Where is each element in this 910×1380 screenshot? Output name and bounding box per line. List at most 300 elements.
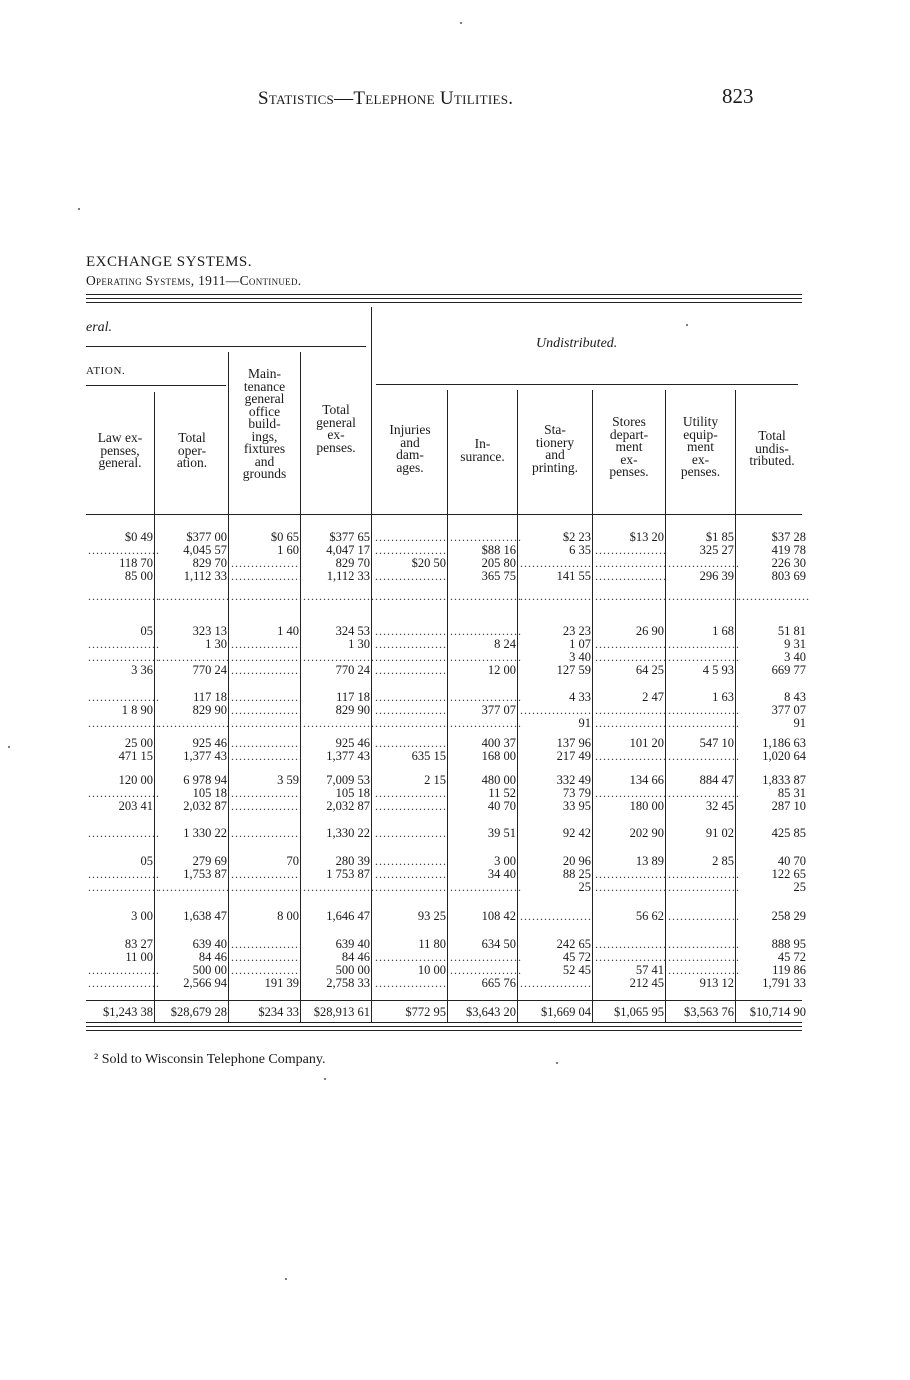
leader-dots: .................. <box>88 786 160 800</box>
leader-dots: .................. <box>303 650 375 664</box>
leader-dots: .................. <box>668 703 740 717</box>
table-cell-total_gen: 2,758 33 <box>326 976 370 990</box>
totals-top-rule <box>86 1000 802 1001</box>
leader-dots: .................. <box>303 880 375 894</box>
leader-dots: .................. <box>88 716 160 730</box>
table-cell-insurance: 108 42 <box>481 909 516 923</box>
table-cell-stationery: 137 96 <box>556 736 591 750</box>
table-cell-stationery: 92 42 <box>562 826 591 840</box>
leader-dots: .................. <box>375 637 447 651</box>
table-cell-total_undist: 226 30 <box>771 556 806 570</box>
leader-dots: .................. <box>595 880 667 894</box>
leader-dots: .................. <box>595 703 667 717</box>
table-cell-law: 05 <box>140 624 153 638</box>
table-cell-total_undist: 85 31 <box>777 786 806 800</box>
group-label-undistributed: Undistributed. <box>536 336 618 351</box>
sub-group-label: ATION. <box>86 365 126 377</box>
leader-dots: .................. <box>231 637 303 651</box>
col-header-injuries: Injuries and dam- ages. <box>389 422 431 475</box>
table-cell-total_undist: 419 78 <box>771 543 806 557</box>
bottom-rule-2 <box>86 1026 802 1027</box>
table-cell-law: 25 00 <box>124 736 153 750</box>
table-cell-stores: 13 89 <box>635 854 664 868</box>
table-cell-total_undist: 1,020 64 <box>762 749 806 763</box>
leader-dots: .................. <box>88 867 160 881</box>
table-cell-stores: 202 90 <box>629 826 664 840</box>
table-cell-law: 83 27 <box>124 937 153 951</box>
leader-dots: .................. <box>668 937 740 951</box>
table-cell-utility: 2 85 <box>712 854 734 868</box>
leader-dots: .................. <box>668 786 740 800</box>
leader-dots: .................. <box>450 530 522 544</box>
table-cell-total_gen: 1,377 43 <box>326 749 370 763</box>
col-header-utility: Utility equip- ment ex- penses. <box>680 414 721 479</box>
table-cell-insurance: 11 52 <box>488 786 516 800</box>
leader-dots: .................. <box>231 799 303 813</box>
table-cell-total_op: 84 46 <box>198 950 227 964</box>
table-cell-total_op: 770 24 <box>192 663 227 677</box>
table-cell-stationery: 20 96 <box>562 854 591 868</box>
group-label-left: eral. <box>86 320 113 335</box>
table-cell-total_op: 4,045 57 <box>183 543 227 557</box>
leader-dots: .................. <box>88 637 160 651</box>
leader-dots: .................. <box>668 950 740 964</box>
col-header-law-expenses: Law ex- penses, general. <box>97 430 143 470</box>
col-divider <box>592 390 593 1022</box>
leader-dots: .................. <box>595 569 667 583</box>
table-cell-injuries: 93 25 <box>417 909 446 923</box>
table-cell-stationery: 73 79 <box>562 786 591 800</box>
leader-dots: .................. <box>231 569 303 583</box>
table-cell-total_op: 639 40 <box>192 937 227 951</box>
table-cell-maint: $0 65 <box>270 530 299 544</box>
table-cell-stores: 101 20 <box>629 736 664 750</box>
table-cell-total_undist: 258 29 <box>771 909 806 923</box>
section-subtitle: Operating Systems, 1911—Continued. <box>86 273 302 288</box>
table-cell-law: $0 49 <box>124 530 153 544</box>
leader-dots: .................. <box>375 624 447 638</box>
leader-dots: .................. <box>668 867 740 881</box>
leader-dots: .................. <box>520 556 592 570</box>
leader-dots: .................. <box>231 749 303 763</box>
leader-dots: .................. <box>88 589 160 603</box>
table-cell-total_undist: 1,791 33 <box>762 976 806 990</box>
page-speck <box>78 208 80 210</box>
table-cell-utility: 32 45 <box>705 799 734 813</box>
leader-dots: .................. <box>231 556 303 570</box>
table-cell-stationery: 217 49 <box>556 749 591 763</box>
table-cell-total_gen: 829 90 <box>335 703 370 717</box>
table-cell-total_op: 2,032 87 <box>183 799 227 813</box>
leader-dots: .................. <box>375 663 447 677</box>
table-cell-total_op: 500 00 <box>192 963 227 977</box>
leader-dots: .................. <box>375 736 447 750</box>
table-cell-injuries: 635 15 <box>411 749 446 763</box>
table-cell-total_gen: 829 70 <box>335 556 370 570</box>
table-cell-total_op: 6 978 94 <box>183 773 227 787</box>
leader-dots: .................. <box>450 716 522 730</box>
table-cell-stationery: 91 <box>578 716 591 730</box>
leader-dots: .................. <box>158 650 230 664</box>
total-cell-injuries: $772 95 <box>405 1005 446 1019</box>
leader-dots: .................. <box>668 749 740 763</box>
table-cell-total_op: 1 30 <box>205 637 227 651</box>
leader-dots: .................. <box>450 690 522 704</box>
leader-dots: .................. <box>88 650 160 664</box>
table-cell-utility: 4 5 93 <box>702 663 734 677</box>
table-cell-stationery: 4 33 <box>569 690 591 704</box>
leader-dots: .................. <box>231 826 303 840</box>
leader-dots: .................. <box>231 716 303 730</box>
leader-dots: .................. <box>375 826 447 840</box>
leader-dots: .................. <box>738 589 810 603</box>
table-cell-law: 3 00 <box>131 909 153 923</box>
leader-dots: .................. <box>668 963 740 977</box>
table-cell-law: 3 36 <box>131 663 153 677</box>
table-cell-maint: 191 39 <box>264 976 299 990</box>
table-cell-total_gen: 84 46 <box>341 950 370 964</box>
leader-dots: .................. <box>595 543 667 557</box>
page-speck <box>686 324 688 326</box>
leader-dots: .................. <box>450 624 522 638</box>
table-cell-utility: 296 39 <box>699 569 734 583</box>
page-speck <box>324 1078 326 1080</box>
leader-dots: .................. <box>231 867 303 881</box>
table-cell-law: 11 00 <box>125 950 153 964</box>
table-cell-total_undist: 91 <box>793 716 806 730</box>
table-cell-maint: 1 40 <box>277 624 299 638</box>
col-header-total-operation: Total oper- ation. <box>176 430 208 470</box>
table-cell-utility: 1 68 <box>712 624 734 638</box>
leader-dots: .................. <box>375 786 447 800</box>
table-cell-total_gen: 770 24 <box>335 663 370 677</box>
table-cell-total_gen: 280 39 <box>335 854 370 868</box>
table-cell-stationery: 52 45 <box>562 963 591 977</box>
leader-dots: .................. <box>231 736 303 750</box>
leader-dots: .................. <box>231 650 303 664</box>
table-cell-total_gen: 4,047 17 <box>326 543 370 557</box>
table-cell-total_undist: 122 65 <box>771 867 806 881</box>
table-cell-total_undist: 25 <box>793 880 806 894</box>
table-cell-total_undist: 51 81 <box>777 624 806 638</box>
leader-dots: .................. <box>450 650 522 664</box>
table-cell-total_op: 323 13 <box>192 624 227 638</box>
table-cell-total_op: 829 70 <box>192 556 227 570</box>
leader-dots: .................. <box>520 589 592 603</box>
col-header-total-general: Total general ex- penses. <box>316 402 356 455</box>
table-cell-utility: 884 47 <box>699 773 734 787</box>
table-cell-total_gen: 500 00 <box>335 963 370 977</box>
leader-dots: .................. <box>303 716 375 730</box>
leader-dots: .................. <box>668 589 740 603</box>
table-cell-total_op: $377 00 <box>186 530 227 544</box>
leader-dots: .................. <box>595 589 667 603</box>
leader-dots: .................. <box>88 690 160 704</box>
leader-dots: .................. <box>375 799 447 813</box>
table-cell-insurance: 8 24 <box>494 637 516 651</box>
table-cell-insurance: 34 40 <box>487 867 516 881</box>
table-cell-total_undist: 1,186 63 <box>762 736 806 750</box>
table-cell-total_undist: 8 43 <box>784 690 806 704</box>
table-cell-total_op: 279 69 <box>192 854 227 868</box>
leader-dots: .................. <box>375 703 447 717</box>
table-cell-total_gen: 7,009 53 <box>326 773 370 787</box>
table-cell-insurance: 12 00 <box>487 663 516 677</box>
leader-dots: .................. <box>375 854 447 868</box>
table-cell-total_gen: 2,032 87 <box>326 799 370 813</box>
table-cell-insurance: 400 37 <box>481 736 516 750</box>
table-cell-law: 471 15 <box>118 749 153 763</box>
top-rule-1 <box>86 294 802 295</box>
leader-dots: .................. <box>88 543 160 557</box>
table-cell-maint: 3 59 <box>277 773 299 787</box>
table-cell-total_op: 1,112 33 <box>183 569 227 583</box>
total-cell-stationery: $1,669 04 <box>541 1005 591 1019</box>
leader-dots: .................. <box>158 589 230 603</box>
col-header-insurance: In- surance. <box>460 436 505 464</box>
total-cell-total_undist: $10,714 90 <box>749 1005 806 1019</box>
leader-dots: .................. <box>375 880 447 894</box>
leader-dots: .................. <box>231 589 303 603</box>
table-cell-total_undist: 1,833 87 <box>762 773 806 787</box>
table-cell-stationery: 25 <box>578 880 591 894</box>
table-cell-stationery: $2 23 <box>562 530 591 544</box>
leader-dots: .................. <box>668 637 740 651</box>
table-cell-insurance: 365 75 <box>481 569 516 583</box>
section-title: EXCHANGE SYSTEMS. <box>86 254 253 270</box>
table-cell-total_undist: 119 86 <box>772 963 806 977</box>
table-cell-stationery: 127 59 <box>556 663 591 677</box>
table-cell-total_gen: 1,112 33 <box>326 569 370 583</box>
leader-dots: .................. <box>88 880 160 894</box>
table-cell-maint: 70 <box>286 854 299 868</box>
table-cell-stores: 180 00 <box>629 799 664 813</box>
table-cell-insurance: 205 80 <box>481 556 516 570</box>
footnote: ² Sold to Wisconsin Telephone Company. <box>94 1052 326 1067</box>
table-cell-total_op: 117 18 <box>193 690 227 704</box>
leader-dots: .................. <box>668 880 740 894</box>
leader-dots: .................. <box>375 530 447 544</box>
table-cell-total_gen: 1 30 <box>348 637 370 651</box>
table-cell-stationery: 1 07 <box>569 637 591 651</box>
total-cell-insurance: $3,643 20 <box>466 1005 516 1019</box>
page-speck <box>285 1278 287 1280</box>
leader-dots: .................. <box>231 786 303 800</box>
table-cell-total_undist: 377 07 <box>771 703 806 717</box>
leader-dots: .................. <box>595 749 667 763</box>
table-cell-utility: $1 85 <box>705 530 734 544</box>
leader-dots: .................. <box>375 589 447 603</box>
leader-dots: .................. <box>520 703 592 717</box>
leader-dots: .................. <box>231 950 303 964</box>
table-cell-stationery: 23 23 <box>562 624 591 638</box>
top-rule-2 <box>86 298 802 299</box>
undistributed-rule <box>376 384 798 385</box>
total-cell-total_op: $28,679 28 <box>170 1005 227 1019</box>
leader-dots: .................. <box>450 589 522 603</box>
table-cell-insurance: 168 00 <box>481 749 516 763</box>
table-cell-stationery: 141 55 <box>556 569 591 583</box>
leader-dots: .................. <box>231 703 303 717</box>
table-cell-insurance: $88 16 <box>481 543 516 557</box>
leader-dots: .................. <box>375 716 447 730</box>
header-bottom-rule <box>86 514 802 515</box>
table-cell-insurance: 40 70 <box>487 799 516 813</box>
leader-dots: .................. <box>595 556 667 570</box>
table-cell-law: 118 70 <box>119 556 153 570</box>
running-title: Statistics—Telephone Utilities. <box>258 88 514 109</box>
col-header-stationery: Sta- tionery and printing. <box>531 422 579 475</box>
table-cell-total_gen: 1 753 87 <box>326 867 370 881</box>
table-cell-insurance: 665 76 <box>481 976 516 990</box>
table-cell-maint: 1 60 <box>277 543 299 557</box>
bottom-rule-1 <box>86 1022 802 1023</box>
table-cell-insurance: 377 07 <box>481 703 516 717</box>
leader-dots: .................. <box>668 650 740 664</box>
table-cell-total_undist: 9 31 <box>784 637 806 651</box>
table-cell-total_undist: 669 77 <box>771 663 806 677</box>
leader-dots: .................. <box>303 589 375 603</box>
col-divider <box>517 390 518 1022</box>
table-cell-stationery: 88 25 <box>562 867 591 881</box>
table-cell-total_undist: 425 85 <box>771 826 806 840</box>
table-cell-stores: 134 66 <box>629 773 664 787</box>
table-cell-stationery: 33 95 <box>562 799 591 813</box>
group-divider <box>371 307 372 1022</box>
sub-group-rule <box>86 385 226 386</box>
table-cell-total_undist: 45 72 <box>777 950 806 964</box>
table-cell-total_op: 1 330 22 <box>183 826 227 840</box>
leader-dots: .................. <box>595 867 667 881</box>
table-cell-injuries: 11 80 <box>418 937 446 951</box>
table-cell-total_op: 1,753 87 <box>183 867 227 881</box>
total-cell-law: $1,243 38 <box>103 1005 153 1019</box>
leader-dots: .................. <box>375 950 447 964</box>
table-cell-total_gen: 925 46 <box>335 736 370 750</box>
col-divider <box>154 392 155 1022</box>
table-cell-maint: 8 00 <box>277 909 299 923</box>
bottom-rule-3 <box>86 1030 802 1031</box>
table-cell-utility: 547 10 <box>699 736 734 750</box>
leader-dots: .................. <box>668 716 740 730</box>
table-cell-total_op: 829 90 <box>192 703 227 717</box>
table-cell-law: 120 00 <box>118 773 153 787</box>
leader-dots: .................. <box>231 663 303 677</box>
total-cell-total_gen: $28,913 61 <box>313 1005 370 1019</box>
table-cell-total_gen: 1,646 47 <box>326 909 370 923</box>
table-cell-total_gen: $377 65 <box>329 530 370 544</box>
leader-dots: .................. <box>88 963 160 977</box>
table-cell-injuries: 10 00 <box>417 963 446 977</box>
leader-dots: .................. <box>450 950 522 964</box>
col-header-maintenance: Main- tenance general office build- ings, fixtures and grounds <box>242 366 287 481</box>
table-cell-stationery: 45 72 <box>562 950 591 964</box>
table-cell-total_gen: 639 40 <box>335 937 370 951</box>
total-cell-maint: $234 33 <box>258 1005 299 1019</box>
leader-dots: .................. <box>520 976 592 990</box>
table-cell-stores: 56 62 <box>635 909 664 923</box>
leader-dots: .................. <box>450 880 522 894</box>
leader-dots: .................. <box>595 716 667 730</box>
table-cell-stationery: 332 49 <box>556 773 591 787</box>
col-header-stores: Stores depart- ment ex- penses. <box>609 414 649 479</box>
leader-dots: .................. <box>595 637 667 651</box>
leader-dots: .................. <box>668 556 740 570</box>
table-cell-total_undist: 803 69 <box>771 569 806 583</box>
table-cell-injuries: $20 50 <box>411 556 446 570</box>
table-cell-insurance: 634 50 <box>481 937 516 951</box>
leader-dots: .................. <box>375 569 447 583</box>
table-cell-law: 85 00 <box>124 569 153 583</box>
leader-dots: .................. <box>668 909 740 923</box>
leader-dots: .................. <box>520 909 592 923</box>
table-cell-utility: 1 63 <box>712 690 734 704</box>
table-cell-total_undist: 287 10 <box>771 799 806 813</box>
total-cell-utility: $3,563 76 <box>684 1005 734 1019</box>
leader-dots: .................. <box>375 650 447 664</box>
leader-dots: .................. <box>158 716 230 730</box>
table-cell-law: 1 8 90 <box>121 703 153 717</box>
table-cell-stores: $13 20 <box>629 530 664 544</box>
table-cell-utility: 913 12 <box>699 976 734 990</box>
page-number: 823 <box>722 84 754 108</box>
leader-dots: .................. <box>595 950 667 964</box>
table-cell-total_gen: 117 18 <box>336 690 370 704</box>
page-speck <box>556 1062 558 1064</box>
leader-dots: .................. <box>88 826 160 840</box>
leader-dots: .................. <box>88 976 160 990</box>
table-cell-utility: 91 02 <box>705 826 734 840</box>
total-cell-stores: $1,065 95 <box>614 1005 664 1019</box>
table-cell-total_undist: 3 40 <box>784 650 806 664</box>
table-cell-total_gen: 105 18 <box>335 786 370 800</box>
table-cell-stores: 57 41 <box>635 963 664 977</box>
leader-dots: .................. <box>231 963 303 977</box>
leader-dots: .................. <box>375 867 447 881</box>
table-cell-stores: 212 45 <box>629 976 664 990</box>
leader-dots: .................. <box>231 880 303 894</box>
table-cell-total_undist: 888 95 <box>771 937 806 951</box>
leader-dots: .................. <box>595 650 667 664</box>
top-rule-3 <box>86 302 802 303</box>
leader-dots: .................. <box>595 937 667 951</box>
table-cell-total_op: 925 46 <box>192 736 227 750</box>
group-left-rule <box>86 346 366 347</box>
table-cell-insurance: 39 51 <box>487 826 516 840</box>
table-cell-total_undist: 40 70 <box>777 854 806 868</box>
table-cell-total_gen: 1,330 22 <box>326 826 370 840</box>
table-cell-injuries: 2 15 <box>424 773 446 787</box>
table-cell-total_op: 105 18 <box>192 786 227 800</box>
leader-dots: .................. <box>231 690 303 704</box>
table-cell-total_op: 2,566 94 <box>183 976 227 990</box>
page-speck <box>460 22 462 24</box>
table-cell-stores: 64 25 <box>635 663 664 677</box>
leader-dots: .................. <box>375 690 447 704</box>
table-cell-stores: 26 90 <box>635 624 664 638</box>
leader-dots: .................. <box>595 786 667 800</box>
leader-dots: .................. <box>375 543 447 557</box>
table-cell-stationery: 242 65 <box>556 937 591 951</box>
table-cell-total_op: 1,638 47 <box>183 909 227 923</box>
table-cell-utility: 325 27 <box>699 543 734 557</box>
table-cell-law: 203 41 <box>118 799 153 813</box>
table-cell-total_op: 1,377 43 <box>183 749 227 763</box>
table-cell-total_gen: 324 53 <box>335 624 370 638</box>
leader-dots: .................. <box>231 937 303 951</box>
table-cell-insurance: 3 00 <box>494 854 516 868</box>
leader-dots: .................. <box>375 976 447 990</box>
